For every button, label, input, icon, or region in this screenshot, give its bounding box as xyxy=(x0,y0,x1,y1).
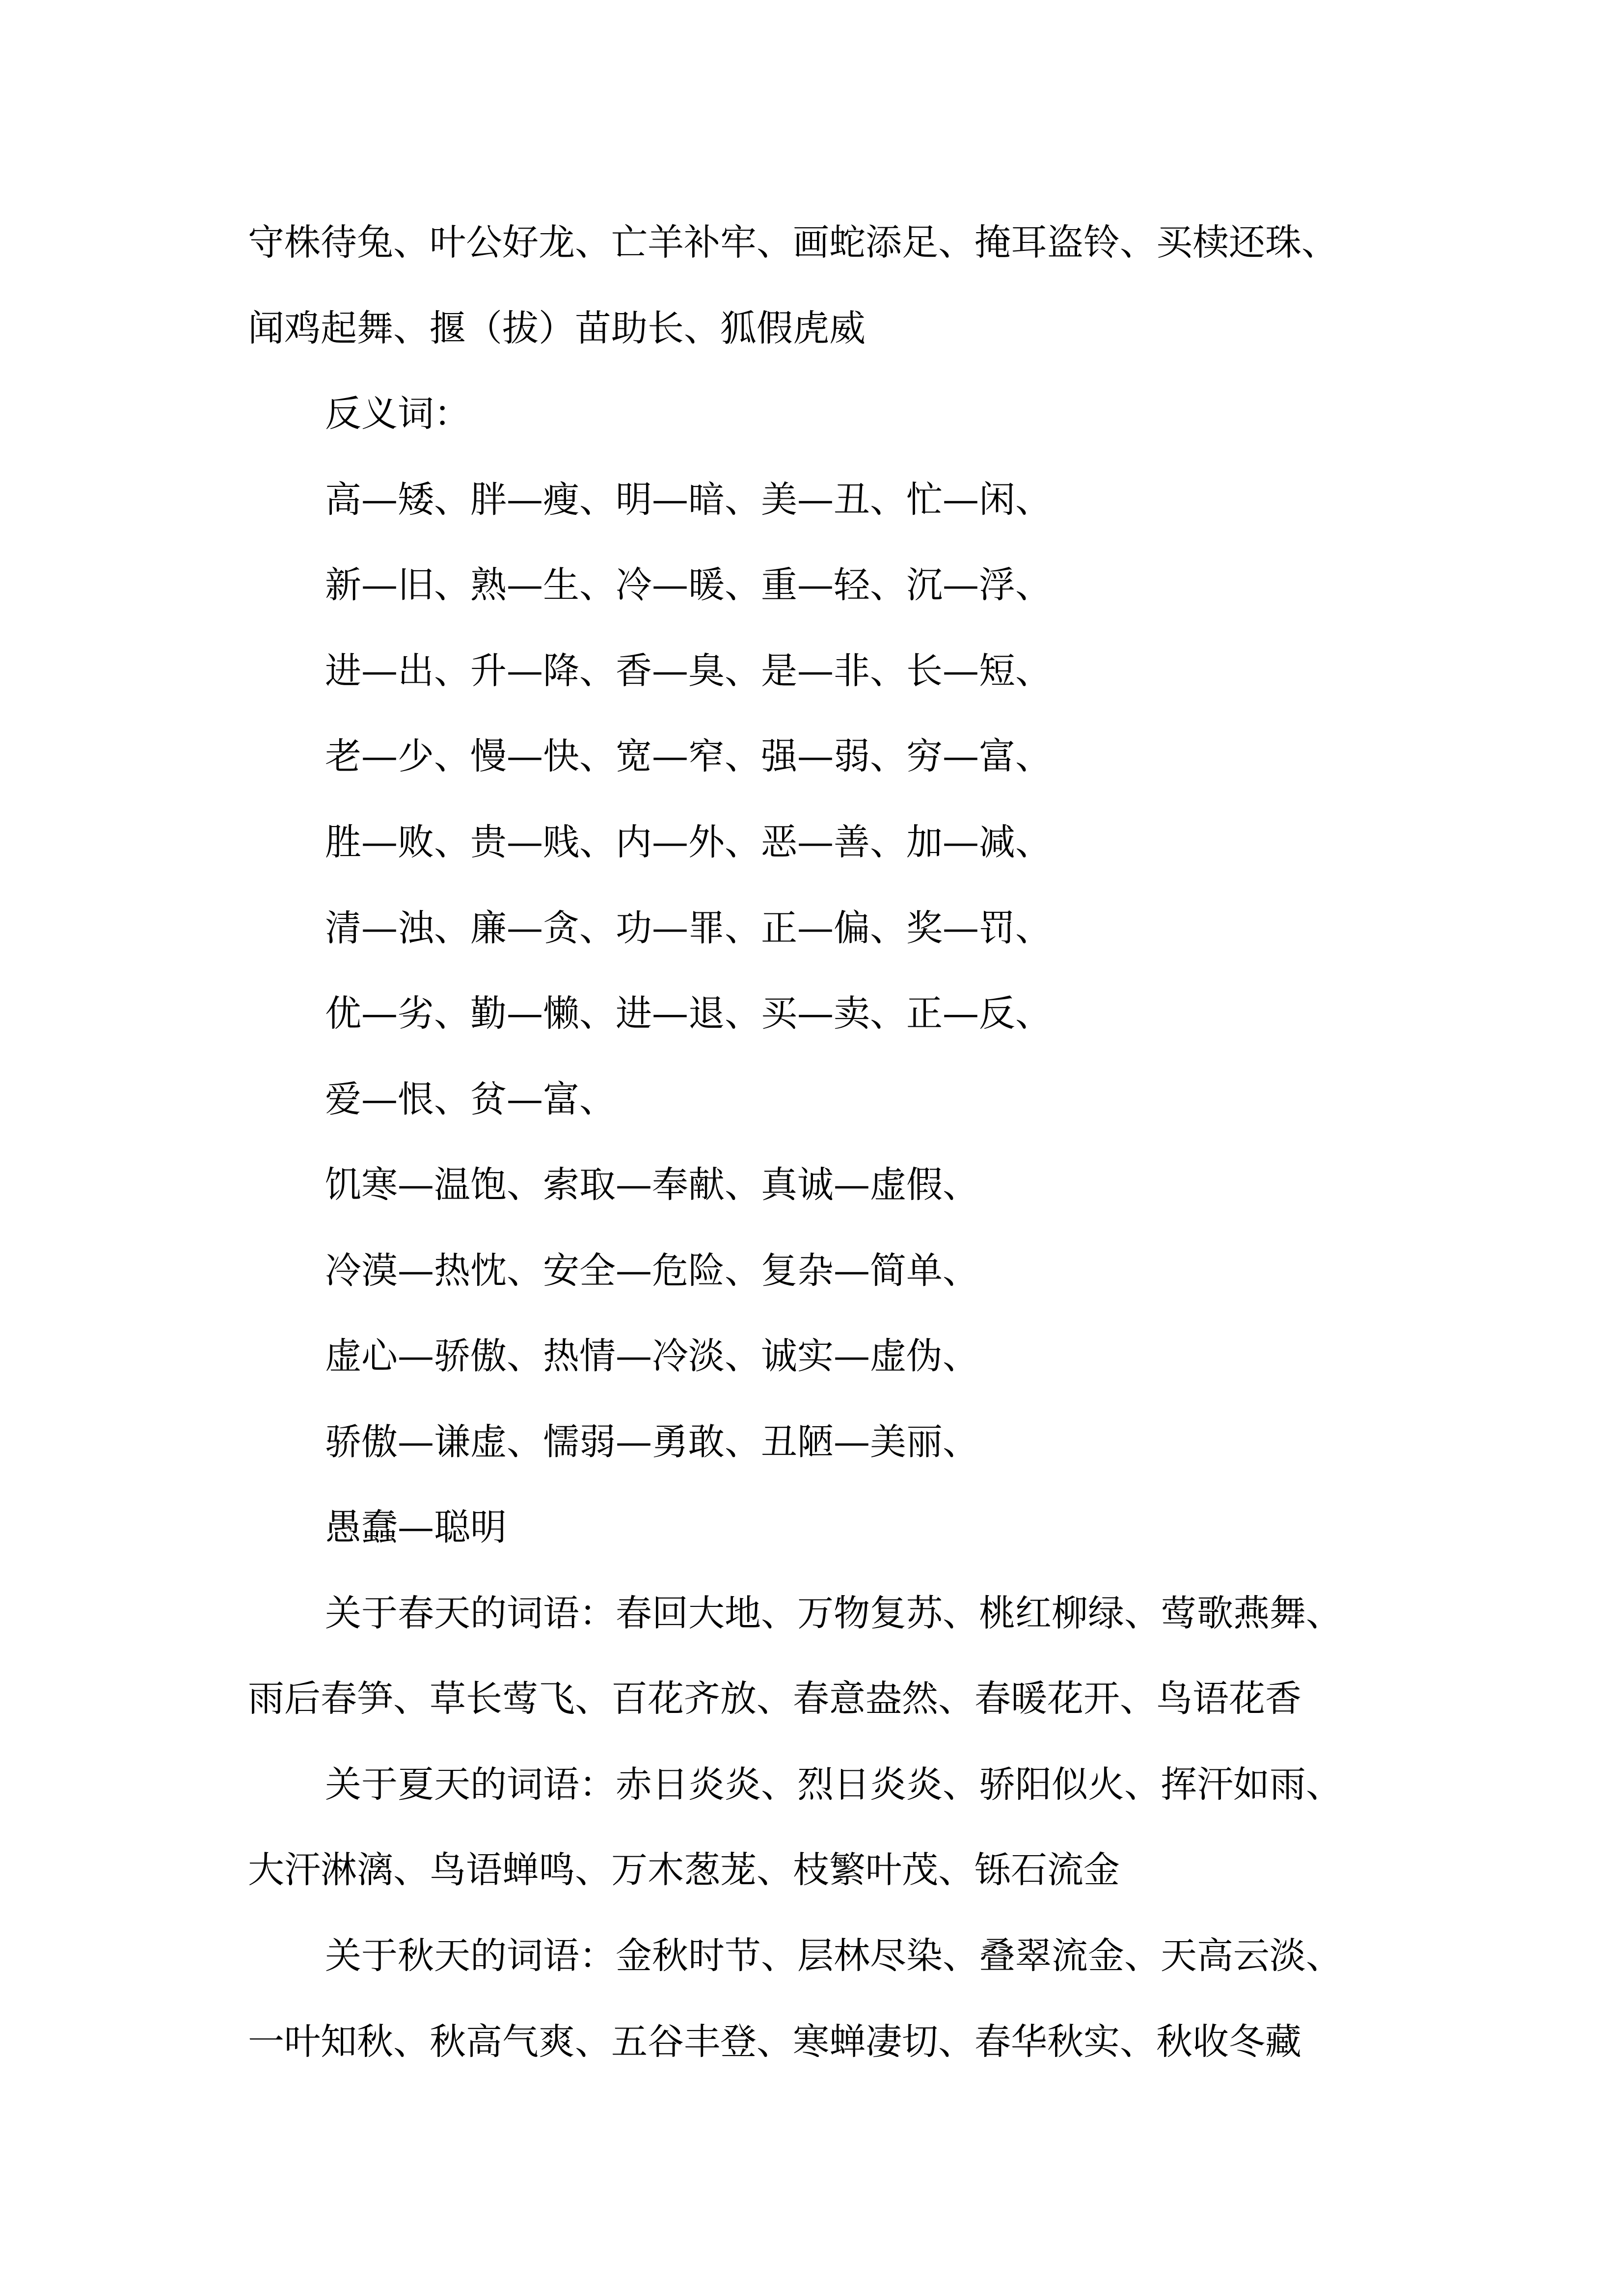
antonym-line: 骄傲—谦虚、懦弱—勇敢、丑陋—美丽、 xyxy=(325,1421,979,1463)
summer-words-line-2: 大汗淋漓、鸟语蝉鸣、万木葱茏、枝繁叶茂、铄石流金 xyxy=(248,1849,1120,1891)
summer-words-line-1: 关于夏天的词语：赤日炎炎、烈日炎炎、骄阳似火、挥汗如雨、 xyxy=(325,1763,1342,1806)
antonym-line: 愚蠢—聪明 xyxy=(325,1506,507,1548)
antonym-line: 胜—败、贵—贱、内—外、恶—善、加—减、 xyxy=(325,821,1052,863)
autumn-words-line-1: 关于秋天的词语：金秋时节、层林尽染、叠翠流金、天高云淡、 xyxy=(325,1935,1342,1977)
idioms-line-2: 闻鸡起舞、揠（拔）苗助长、狐假虎威 xyxy=(248,307,866,349)
antonym-line: 虚心—骄傲、热情—冷淡、诚实—虚伪、 xyxy=(325,1335,979,1377)
antonym-line: 清—浊、廉—贪、功—罪、正—偏、奖—罚、 xyxy=(325,907,1052,949)
antonym-line: 高—矮、胖—瘦、明—暗、美—丑、忙—闲、 xyxy=(325,479,1052,521)
autumn-words-line-2: 一叶知秋、秋高气爽、五谷丰登、寒蝉凄切、春华秋实、秋收冬藏 xyxy=(248,2021,1301,2063)
antonym-line: 新—旧、熟—生、冷—暖、重—轻、沉—浮、 xyxy=(325,564,1052,606)
antonyms-heading: 反义词： xyxy=(325,393,470,435)
antonym-line: 爱—恨、贫—富、 xyxy=(325,1078,616,1121)
spring-words-line-1: 关于春天的词语：春回大地、万物复苏、桃红柳绿、莺歌燕舞、 xyxy=(325,1592,1342,1634)
antonym-line: 冷漠—热忱、安全—危险、复杂—简单、 xyxy=(325,1250,979,1292)
antonym-line: 进—出、升—降、香—臭、是—非、长—短、 xyxy=(325,650,1052,692)
spring-words-line-2: 雨后春笋、草长莺飞、百花齐放、春意盎然、春暖花开、鸟语花香 xyxy=(248,1678,1301,1720)
idioms-line-1: 守株待兔、叶公好龙、亡羊补牢、画蛇添足、掩耳盗铃、买椟还珠、 xyxy=(248,221,1338,264)
antonym-line: 优—劣、勤—懒、进—退、买—卖、正—反、 xyxy=(325,992,1052,1035)
antonym-line: 老—少、慢—快、宽—窄、强—弱、穷—富、 xyxy=(325,735,1052,777)
antonym-line: 饥寒—温饱、索取—奉献、真诚—虚假、 xyxy=(325,1164,979,1206)
